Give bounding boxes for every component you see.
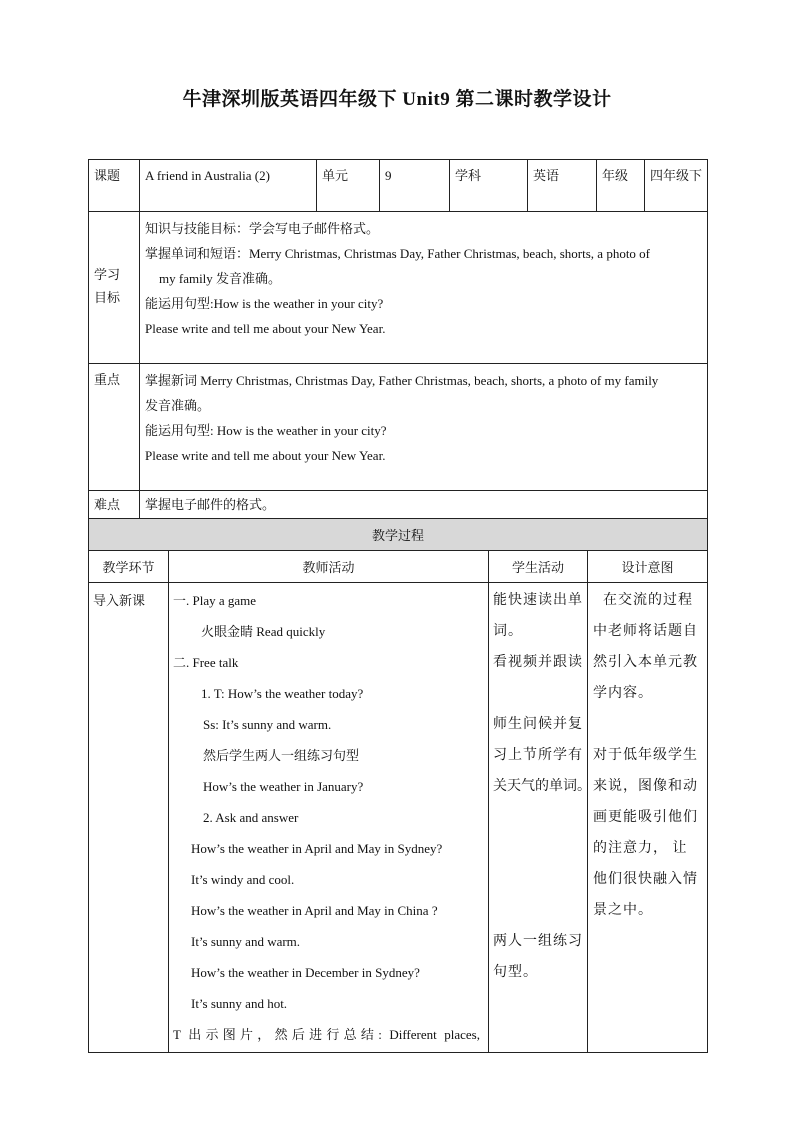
stage-label: 导入新课 xyxy=(93,593,146,608)
design-intent-cell xyxy=(588,583,708,1053)
intent-line xyxy=(593,957,702,988)
grade-value: 四年级下 xyxy=(645,160,708,212)
student-activity-cell xyxy=(489,583,591,1053)
grade-label: 年级 xyxy=(597,160,645,212)
intent-line: 然引入本单元教 xyxy=(593,655,698,670)
subject-label: 学科 xyxy=(450,160,528,212)
teacher-line: Ss: It’s sunny and warm. xyxy=(203,717,332,732)
student-line: 关天气的单词。 xyxy=(493,779,591,794)
intent-line: 画更能吸引他们 xyxy=(593,810,698,825)
teacher-line: T 出示图片，然后进行总结: Different places, xyxy=(173,1027,480,1042)
column-header-intent: 设计意图 xyxy=(588,551,708,583)
key-points-row xyxy=(89,364,708,491)
topic-label: 课题 xyxy=(89,160,140,212)
intent-line: 他们很快融入情 xyxy=(593,872,698,887)
teacher-line: 然后学生两人一组练习句型 xyxy=(203,748,360,763)
objectives-label-text: 学习目标 xyxy=(94,266,121,305)
teacher-line: It’s windy and cool. xyxy=(191,872,295,887)
difficulties-row xyxy=(89,491,708,521)
page-title: 牛津深圳版英语四年级下 Unit9 第二课时教学设计 xyxy=(182,89,612,110)
student-line: 词。 xyxy=(493,624,523,639)
teacher-line: 火眼金睛 Read quickly xyxy=(201,624,326,639)
student-line xyxy=(493,895,583,926)
student-line: 看视频并跟读 xyxy=(493,655,583,670)
student-line: 两人一组练习 xyxy=(493,934,583,949)
key-points-content xyxy=(140,364,708,491)
teacher-line: It’s sunny and warm. xyxy=(191,934,301,949)
info-row xyxy=(89,160,708,212)
intent-line xyxy=(593,709,702,740)
teacher-line: How’s the weather in April and May in China ? xyxy=(191,903,438,918)
objective-line: my family 发音准确。 xyxy=(159,271,282,286)
unit-value: 9 xyxy=(380,160,450,212)
teacher-line: How’s the weather in April and May in Sydney? xyxy=(191,841,443,856)
teacher-line: 二. Free talk xyxy=(173,655,239,670)
teacher-line: How’s the weather in January? xyxy=(203,779,364,794)
student-line xyxy=(493,988,583,1019)
intent-line: 中老师将话题自 xyxy=(593,624,698,639)
column-header-row xyxy=(89,551,708,583)
student-line xyxy=(493,802,583,833)
topic-value: A friend in Australia (2) xyxy=(140,160,317,212)
teacher-line: 一. Play a game xyxy=(173,593,257,608)
objectives-content xyxy=(140,212,708,364)
teacher-line: It’s sunny and hot. xyxy=(191,996,288,1011)
student-line: 能快速读出单 xyxy=(493,593,583,608)
teacher-activity-cell xyxy=(169,583,489,1053)
intent-line: 学内容。 xyxy=(593,686,653,701)
objective-line: Please write and tell me about your New Year. xyxy=(145,321,386,336)
subject-value: 英语 xyxy=(528,160,597,212)
student-line xyxy=(493,833,583,864)
intent-line xyxy=(593,1019,702,1050)
objectives-label xyxy=(89,212,140,364)
key-point-line: Please write and tell me about your New Year. xyxy=(145,448,386,463)
student-line: 师生问候并复 xyxy=(493,717,583,732)
key-point-line: 能运用句型: How is the weather in your city? xyxy=(145,423,387,438)
process-table xyxy=(88,518,708,1053)
key-point-line: 发音准确。 xyxy=(145,398,211,413)
column-header-student: 学生活动 xyxy=(489,551,588,583)
teacher-line: 1. T: How’s the weather today? xyxy=(201,686,364,701)
process-row-intro xyxy=(89,583,708,1053)
unit-label: 单元 xyxy=(317,160,380,212)
intent-line: 在交流的过程 xyxy=(603,593,693,608)
difficulties-label: 难点 xyxy=(89,491,140,521)
column-header-teacher: 教师活动 xyxy=(169,551,489,583)
difficulties-content: 掌握电子邮件的格式。 xyxy=(140,491,708,521)
intent-line xyxy=(593,988,702,1019)
intent-line: 来说，图像和动 xyxy=(593,779,698,794)
objectives-row xyxy=(89,212,708,364)
student-line xyxy=(493,1019,583,1050)
stage-cell xyxy=(89,583,169,1053)
key-point-line: 掌握新词 Merry Christmas, Christmas Day, Father Christmas, beach, shorts, a photo of my family xyxy=(145,373,659,388)
lesson-info-table xyxy=(88,159,708,521)
teacher-line: 2. Ask and answer xyxy=(203,810,299,825)
process-header: 教学过程 xyxy=(89,519,708,551)
student-line: 习上节所学有 xyxy=(493,748,583,763)
student-line: 句型。 xyxy=(493,965,538,980)
intent-line xyxy=(593,926,702,957)
student-line xyxy=(493,678,583,709)
objective-line: 知识与技能目标：学会写电子邮件格式。 xyxy=(145,221,380,236)
key-points-label: 重点 xyxy=(89,364,140,491)
objective-line: 能运用句型:How is the weather in your city? xyxy=(145,296,384,311)
teacher-line: How’s the weather in December in Sydney? xyxy=(191,965,420,980)
objective-line: 掌握单词和短语：Merry Christmas, Christmas Day, Father Christmas, beach, shorts, a photo of xyxy=(145,246,651,261)
intent-line: 的注意力， 让 xyxy=(593,841,688,856)
process-header-row xyxy=(89,519,708,551)
intent-line: 景之中。 xyxy=(593,903,653,918)
student-line xyxy=(493,864,583,895)
column-header-stage: 教学环节 xyxy=(89,551,169,583)
intent-line: 对于低年级学生 xyxy=(593,748,698,763)
